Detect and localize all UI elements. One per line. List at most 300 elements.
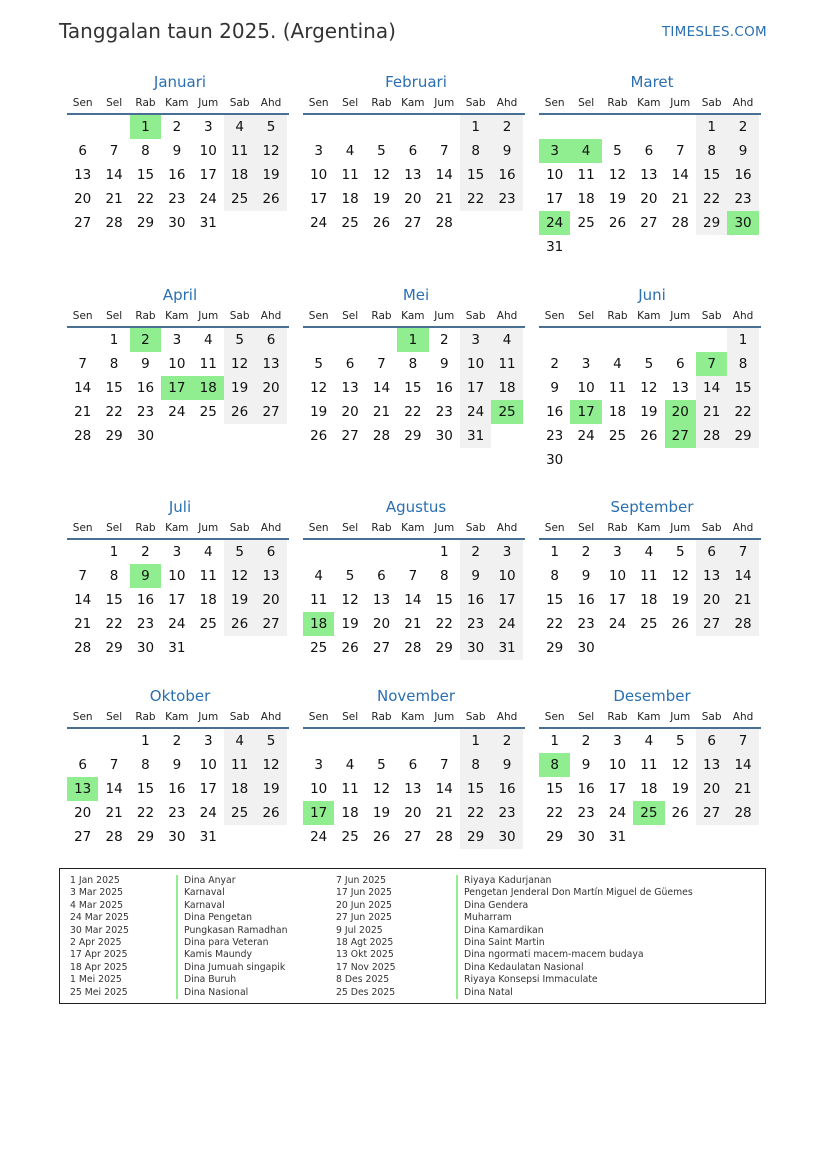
day-cell: 19 [255, 777, 286, 801]
empty-cell [727, 825, 758, 849]
weekday-label: Ahd [496, 97, 518, 109]
holiday-day-cell: 27 [665, 424, 696, 448]
holiday-name: Kamis Maundy [176, 949, 288, 961]
empty-cell [303, 115, 334, 139]
month-november [303, 685, 525, 849]
weekday-header [303, 707, 525, 729]
holiday-day-cell: 17 [570, 400, 601, 424]
week-row [67, 424, 289, 448]
holiday-name: Dina Jumuah singapik [176, 962, 288, 974]
day-cell: 23 [168, 191, 186, 207]
empty-cell [334, 540, 365, 564]
day-cell: 21 [105, 805, 123, 821]
day-cell: 30 [136, 640, 155, 656]
day-cell: 28 [435, 215, 453, 231]
weekday-label: Sel [342, 522, 359, 534]
week-row [67, 139, 289, 163]
day-cell: 30 [136, 428, 155, 444]
day-cell: 20 [341, 404, 359, 420]
day-cell: 3 [491, 540, 522, 564]
weekday-label: Jum [670, 310, 691, 322]
month-name: Januari [153, 73, 207, 91]
empty-cell [696, 448, 727, 472]
day-cell: 27 [74, 829, 92, 845]
day-cell: 28 [727, 612, 758, 636]
day-cell: 2 [581, 733, 591, 749]
week-row [539, 801, 761, 825]
weekday-label: Kam [637, 97, 661, 109]
day-cell: 17 [199, 781, 217, 797]
holiday-name: Dina ngormati macem-macem budaya [456, 949, 693, 961]
day-cell: 14 [105, 167, 123, 183]
weekday-header [67, 306, 289, 328]
day-cell: 28 [671, 215, 689, 231]
day-cell: 19 [640, 404, 658, 420]
day-cell: 22 [136, 191, 155, 207]
weekday-header [303, 518, 525, 540]
day-cell: 28 [105, 829, 123, 845]
weekday-label: Sen [308, 711, 329, 723]
empty-cell [633, 235, 664, 259]
weekday-label: Kam [401, 310, 425, 322]
day-cell: 12 [671, 568, 689, 584]
day-cell: 15 [460, 163, 491, 187]
day-cell: 1 [141, 733, 150, 749]
week-row [303, 825, 525, 849]
holiday-day-cell: 13 [67, 777, 98, 801]
day-cell: 12 [341, 592, 359, 608]
holiday-names-col-2 [456, 875, 693, 999]
weekday-header [67, 707, 289, 729]
empty-cell [67, 540, 98, 564]
holiday-name: Riyaya Kadurjanan [456, 875, 693, 887]
day-cell: 6 [675, 356, 685, 372]
empty-cell [570, 235, 601, 259]
day-cell: 11 [341, 781, 359, 797]
day-cell: 28 [435, 829, 453, 845]
day-cell: 19 [255, 163, 286, 187]
holiday-day-cell: 18 [303, 612, 334, 636]
weekday-label: Sab [229, 522, 250, 534]
day-cell: 14 [372, 380, 391, 396]
day-cell: 18 [341, 191, 359, 207]
day-cell: 6 [78, 757, 87, 773]
week-row [303, 588, 525, 612]
day-cell: 26 [372, 829, 391, 845]
day-cell: 26 [224, 400, 255, 424]
day-cell: 6 [696, 540, 727, 564]
week-row [67, 729, 289, 753]
holiday-day-cell: 3 [539, 139, 570, 163]
day-cell: 29 [136, 215, 155, 231]
day-cell: 28 [74, 640, 92, 656]
day-cell: 2 [491, 115, 522, 139]
day-cell: 21 [435, 191, 453, 207]
week-row [539, 448, 761, 472]
weekday-label: Jum [670, 711, 691, 723]
holiday-date: 30 Mar 2025 [70, 924, 129, 936]
day-cell: 19 [608, 191, 627, 207]
day-cell: 28 [105, 215, 123, 231]
day-cell: 10 [460, 352, 491, 376]
day-cell: 11 [608, 380, 627, 396]
day-cell: 9 [581, 757, 591, 773]
empty-cell [727, 448, 758, 472]
holiday-date: 25 Mei 2025 [70, 986, 128, 998]
weekday-label: Rab [607, 310, 628, 322]
day-cell: 8 [696, 139, 727, 163]
day-cell: 29 [727, 424, 758, 448]
day-cell: 8 [460, 753, 491, 777]
day-cell: 25 [199, 616, 217, 632]
day-cell: 30 [168, 829, 186, 845]
holiday-day-cell: 1 [397, 328, 428, 352]
day-cell: 7 [78, 356, 87, 372]
day-cell: 10 [168, 356, 186, 372]
day-cell: 14 [404, 592, 422, 608]
empty-cell [255, 825, 286, 849]
weekday-label: Jum [434, 711, 455, 723]
day-cell: 8 [439, 568, 449, 584]
day-cell: 13 [74, 167, 92, 183]
day-cell: 17 [199, 167, 217, 183]
weekday-label: Sab [701, 97, 722, 109]
site-link[interactable]: TIMESLES.COM [661, 24, 767, 40]
weekday-label: Sen [308, 97, 329, 109]
day-cell: 23 [546, 428, 564, 444]
day-cell: 13 [671, 380, 689, 396]
holiday-date: 17 Jun 2025 [336, 887, 392, 899]
empty-cell [224, 211, 255, 235]
week-row [67, 352, 289, 376]
weekday-label: Rab [607, 97, 628, 109]
page-title: Tanggalan taun 2025. (Argentina) [59, 19, 396, 43]
weekday-label: Jum [434, 310, 455, 322]
day-cell: 7 [727, 540, 758, 564]
empty-cell [303, 328, 334, 352]
empty-cell [67, 115, 98, 139]
week-row [67, 376, 289, 400]
day-cell: 25 [341, 215, 359, 231]
day-cell: 1 [109, 544, 119, 560]
day-cell: 18 [608, 404, 627, 420]
empty-cell [696, 328, 727, 352]
weekday-header [303, 306, 525, 328]
day-cell: 8 [460, 139, 491, 163]
day-cell: 4 [491, 328, 522, 352]
day-cell: 8 [109, 568, 119, 584]
holiday-name: Dina Saint Martin [456, 937, 693, 949]
day-cell: 12 [608, 167, 627, 183]
day-cell: 3 [613, 544, 622, 560]
day-cell: 5 [224, 328, 255, 352]
day-cell: 5 [644, 356, 654, 372]
day-cell: 2 [439, 332, 449, 348]
day-cell: 13 [640, 167, 658, 183]
empty-cell [633, 448, 664, 472]
weekday-label: Sab [465, 711, 486, 723]
week-row [539, 753, 761, 777]
empty-cell [224, 636, 255, 660]
day-cell: 12 [372, 167, 391, 183]
weekday-label: Sab [465, 310, 486, 322]
day-cell: 16 [577, 592, 595, 608]
day-cell: 22 [404, 404, 422, 420]
weekday-label: Ahd [732, 310, 754, 322]
day-cell: 1 [109, 332, 119, 348]
week-row [539, 729, 761, 753]
day-cell: 11 [577, 167, 595, 183]
weekday-label: Sen [544, 97, 565, 109]
holiday-date: 9 Jul 2025 [336, 924, 383, 936]
day-cell: 25 [341, 829, 359, 845]
day-cell: 15 [136, 167, 155, 183]
day-cell: 23 [491, 801, 522, 825]
holiday-day-cell: 18 [193, 376, 224, 400]
holiday-date: 2 Apr 2025 [70, 937, 122, 949]
day-cell: 15 [460, 777, 491, 801]
empty-cell [193, 636, 224, 660]
day-cell: 15 [546, 592, 564, 608]
day-cell: 7 [109, 757, 119, 773]
day-cell: 16 [136, 592, 155, 608]
day-cell: 7 [675, 143, 685, 159]
weekday-label: Ahd [732, 711, 754, 723]
day-cell: 21 [696, 400, 727, 424]
empty-cell [366, 540, 397, 564]
day-cell: 16 [435, 380, 453, 396]
day-cell: 20 [74, 191, 92, 207]
day-cell: 29 [136, 829, 155, 845]
week-row [539, 163, 761, 187]
day-cell: 28 [404, 640, 422, 656]
day-cell: 26 [671, 616, 689, 632]
weekday-label: Jum [434, 97, 455, 109]
month-name: April [162, 286, 198, 304]
day-cell: 1 [550, 544, 559, 560]
day-cell: 26 [372, 215, 391, 231]
empty-cell [67, 729, 98, 753]
empty-cell [303, 729, 334, 753]
weekday-label: Rab [135, 522, 156, 534]
week-row [67, 328, 289, 352]
month-desember [539, 685, 761, 849]
day-cell: 12 [640, 380, 658, 396]
day-cell: 15 [696, 163, 727, 187]
day-cell: 21 [105, 191, 123, 207]
empty-cell [570, 328, 601, 352]
holiday-day-cell: 25 [633, 801, 664, 825]
day-cell: 18 [640, 781, 658, 797]
day-cell: 31 [460, 424, 491, 448]
day-cell: 20 [404, 191, 422, 207]
day-cell: 24 [608, 616, 627, 632]
day-cell: 20 [74, 805, 92, 821]
holiday-day-cell: 30 [727, 211, 758, 235]
day-cell: 20 [640, 191, 658, 207]
week-row [303, 777, 525, 801]
empty-cell [397, 115, 428, 139]
day-cell: 14 [727, 564, 758, 588]
day-cell: 2 [550, 356, 559, 372]
day-cell: 18 [199, 592, 217, 608]
weekday-label: Sel [342, 711, 359, 723]
day-cell: 29 [460, 825, 491, 849]
week-row [539, 328, 761, 352]
empty-cell [334, 729, 365, 753]
day-cell: 24 [168, 616, 186, 632]
day-cell: 9 [460, 564, 491, 588]
day-cell: 9 [172, 143, 182, 159]
weekday-header [67, 93, 289, 115]
day-cell: 10 [310, 781, 328, 797]
day-cell: 22 [105, 404, 123, 420]
day-cell: 25 [608, 428, 627, 444]
weekday-label: Jum [198, 97, 219, 109]
day-cell: 6 [255, 328, 286, 352]
day-cell: 26 [255, 187, 286, 211]
day-cell: 19 [372, 191, 391, 207]
weekday-label: Kam [165, 310, 189, 322]
holiday-day-cell: 24 [539, 211, 570, 235]
weekday-header [67, 518, 289, 540]
day-cell: 26 [640, 428, 658, 444]
day-cell: 15 [105, 592, 123, 608]
holiday-date: 4 Mar 2025 [70, 899, 124, 911]
day-cell: 5 [675, 733, 685, 749]
day-cell: 24 [310, 215, 328, 231]
holiday-name: Riyaya Konsepsi Immaculate [456, 974, 693, 986]
weekday-label: Sel [342, 310, 359, 322]
week-row [303, 729, 525, 753]
day-cell: 12 [224, 352, 255, 376]
weekday-label: Ahd [496, 310, 518, 322]
weekday-label: Sab [701, 711, 722, 723]
day-cell: 29 [404, 428, 422, 444]
day-cell: 26 [310, 428, 328, 444]
empty-cell [602, 448, 633, 472]
week-row [67, 540, 289, 564]
holiday-day-cell: 1 [130, 115, 161, 139]
week-row [67, 187, 289, 211]
day-cell: 11 [224, 753, 255, 777]
day-cell: 13 [372, 592, 391, 608]
day-cell: 21 [404, 616, 422, 632]
weekday-label: Sab [701, 522, 722, 534]
weekday-label: Jum [434, 522, 455, 534]
day-cell: 24 [460, 400, 491, 424]
empty-cell [633, 115, 664, 139]
weekday-label: Ahd [260, 310, 282, 322]
day-cell: 11 [491, 352, 522, 376]
weekday-label: Sen [72, 310, 93, 322]
day-cell: 9 [491, 753, 522, 777]
day-cell: 9 [550, 380, 559, 396]
day-cell: 9 [141, 356, 150, 372]
holiday-name: Dina Pengetan [176, 912, 288, 924]
day-cell: 31 [491, 636, 522, 660]
day-cell: 3 [314, 757, 323, 773]
day-cell: 8 [550, 568, 559, 584]
day-cell: 22 [136, 805, 155, 821]
weekday-label: Kam [637, 310, 661, 322]
day-cell: 18 [341, 805, 359, 821]
day-cell: 8 [727, 352, 758, 376]
day-cell: 5 [377, 757, 386, 773]
day-cell: 4 [345, 143, 355, 159]
weekday-label: Jum [198, 310, 219, 322]
weekday-label: Jum [198, 711, 219, 723]
empty-cell [539, 328, 570, 352]
weekday-label: Rab [607, 522, 628, 534]
day-cell: 1 [460, 729, 491, 753]
empty-cell [98, 729, 129, 753]
day-cell: 2 [491, 729, 522, 753]
day-cell: 14 [727, 753, 758, 777]
day-cell: 16 [168, 167, 186, 183]
week-row [303, 801, 525, 825]
week-row [303, 424, 525, 448]
day-cell: 10 [577, 380, 595, 396]
week-row [539, 211, 761, 235]
day-cell: 11 [199, 356, 217, 372]
week-row [67, 163, 289, 187]
month-agustus [303, 496, 525, 660]
day-cell: 8 [141, 757, 150, 773]
day-cell: 12 [255, 753, 286, 777]
weekday-label: Sab [229, 310, 250, 322]
day-cell: 26 [341, 640, 359, 656]
day-cell: 27 [696, 612, 727, 636]
day-cell: 16 [168, 781, 186, 797]
day-cell: 6 [696, 729, 727, 753]
day-cell: 23 [136, 404, 155, 420]
empty-cell [602, 115, 633, 139]
empty-cell [727, 235, 758, 259]
day-cell: 17 [608, 592, 627, 608]
holiday-names-col-1 [176, 875, 288, 999]
day-cell: 5 [675, 544, 685, 560]
day-cell: 17 [310, 191, 328, 207]
weekday-label: Sel [342, 97, 359, 109]
day-cell: 14 [105, 781, 123, 797]
weekday-label: Kam [401, 97, 425, 109]
weekday-label: Sab [229, 97, 250, 109]
day-cell: 16 [136, 380, 155, 396]
weekday-header [539, 306, 761, 328]
day-cell: 11 [341, 167, 359, 183]
day-cell: 23 [435, 404, 453, 420]
week-row [303, 400, 525, 424]
day-cell: 9 [581, 568, 591, 584]
week-row [303, 753, 525, 777]
day-cell: 26 [224, 612, 255, 636]
day-cell: 22 [435, 616, 453, 632]
weekday-label: Kam [165, 711, 189, 723]
day-cell: 27 [404, 829, 422, 845]
weekday-label: Sel [578, 310, 595, 322]
empty-cell [665, 235, 696, 259]
day-cell: 10 [310, 167, 328, 183]
day-cell: 3 [460, 328, 491, 352]
day-cell: 5 [314, 356, 323, 372]
day-cell: 27 [696, 801, 727, 825]
day-cell: 30 [491, 825, 522, 849]
day-cell: 9 [491, 139, 522, 163]
month-name: Juli [168, 498, 192, 516]
day-cell: 31 [168, 640, 186, 656]
empty-cell [665, 825, 696, 849]
